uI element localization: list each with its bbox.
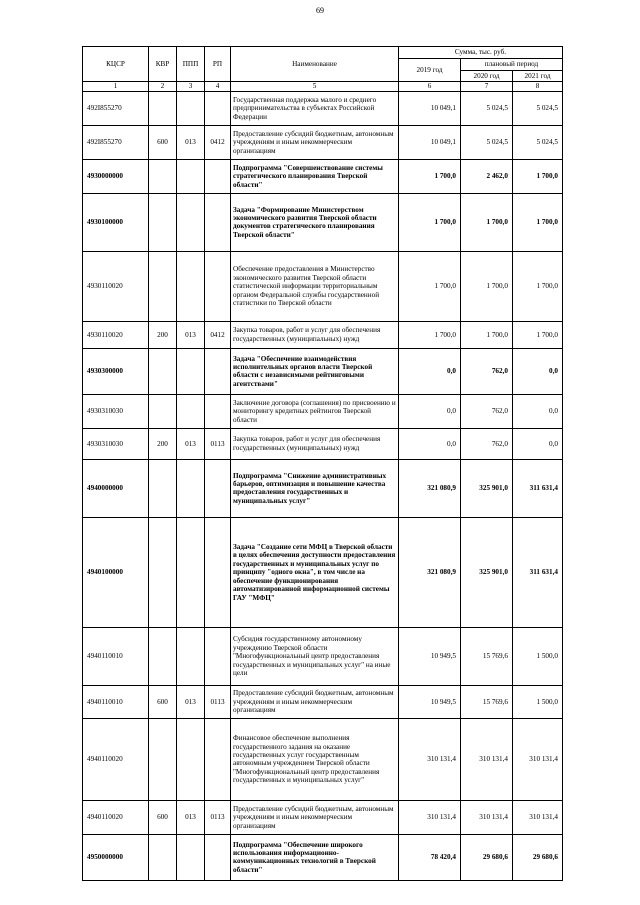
cell-2021: 0,0 [513, 428, 563, 459]
cell-name: Задача "Обеспечение взаимодействия исполнительных органов власти Тверской области с независимыми рейтинговыми агентствами" [231, 348, 399, 394]
cell-kcsr: 4930310030 [83, 428, 149, 459]
cell-2021: 1 700,0 [513, 251, 563, 321]
cell-2020: 325 901,0 [461, 517, 513, 627]
cell-name: Закупка товаров, работ и услуг для обеспечения государственных (муниципальных) нужд [231, 428, 399, 459]
cell-rp [205, 459, 231, 517]
cell-kvr [149, 394, 177, 428]
cell-2021: 5 024,5 [513, 125, 563, 159]
cell-kvr [149, 159, 177, 193]
cell-rp [205, 348, 231, 394]
cell-2020: 1 700,0 [461, 321, 513, 348]
cell-kcsr: 492I855270 [83, 125, 149, 159]
cell-kcsr: 4940110020 [83, 718, 149, 800]
cell-2021: 311 631,4 [513, 459, 563, 517]
cell-2021: 311 631,4 [513, 517, 563, 627]
table-row [83, 321, 563, 348]
table-row [83, 428, 563, 459]
cell-kcsr: 4940110020 [83, 800, 149, 834]
table-row [83, 125, 563, 159]
cell-kcsr: 4940110010 [83, 627, 149, 685]
cell-kvr [149, 627, 177, 685]
cell-2020: 325 901,0 [461, 459, 513, 517]
cell-2020: 15 769,6 [461, 627, 513, 685]
cell-name: Задача "Создание сети МФЦ в Тверской области в целях обеспечения доступности предоставления государственных и муниципальных услуг по принципу "одного окна", в том числе на обеспечение функционирования автоматизированной информационной системы ГАУ "МФЦ" [231, 517, 399, 627]
cell-2020: 762,0 [461, 348, 513, 394]
page-number: 69 [316, 6, 324, 15]
cell-2021: 310 131,4 [513, 800, 563, 834]
cell-2019: 1 700,0 [399, 251, 461, 321]
cell-2019: 310 131,4 [399, 718, 461, 800]
cell-rp: 0113 [205, 428, 231, 459]
cell-2021: 5 024,5 [513, 91, 563, 125]
cell-kvr [149, 348, 177, 394]
cell-2020: 1 700,0 [461, 193, 513, 251]
cell-ppp: 013 [177, 685, 205, 718]
cell-2019: 78 420,4 [399, 834, 461, 880]
cell-2019: 1 700,0 [399, 193, 461, 251]
cell-kcsr: 492I855270 [83, 91, 149, 125]
cell-kvr [149, 251, 177, 321]
cell-rp: 0113 [205, 800, 231, 834]
header-name: Наименование [231, 47, 399, 82]
cell-kcsr: 4930310030 [83, 394, 149, 428]
cell-2020: 2 462,0 [461, 159, 513, 193]
cell-2021: 1 700,0 [513, 159, 563, 193]
cell-2021: 310 131,4 [513, 718, 563, 800]
column-index: 2 [149, 82, 177, 91]
cell-name: Предоставление субсидий бюджетным, автономным учреждениям и иным некоммерческим организациям [231, 800, 399, 834]
cell-ppp [177, 394, 205, 428]
header-2021: 2021 год [513, 71, 563, 82]
cell-ppp: 013 [177, 125, 205, 159]
cell-2019: 321 080,9 [399, 459, 461, 517]
cell-rp [205, 159, 231, 193]
cell-2019: 1 700,0 [399, 321, 461, 348]
table-row [83, 91, 563, 125]
cell-2020: 15 769,6 [461, 685, 513, 718]
table-header [83, 47, 563, 92]
cell-kcsr: 4930000000 [83, 159, 149, 193]
cell-kvr [149, 193, 177, 251]
cell-kvr: 200 [149, 428, 177, 459]
column-index-row [83, 82, 563, 91]
cell-2019: 0,0 [399, 394, 461, 428]
table-body [83, 91, 563, 880]
cell-kcsr: 4940000000 [83, 459, 149, 517]
cell-name: Обеспечение предоставления в Министерство экономического развития Тверской области статистической информации территориальным органом Федеральной службы государственной статистики по Тверской области [231, 251, 399, 321]
cell-ppp [177, 251, 205, 321]
cell-rp: 0412 [205, 125, 231, 159]
cell-2021: 1 700,0 [513, 321, 563, 348]
table-row [83, 517, 563, 627]
cell-kvr [149, 517, 177, 627]
cell-kvr [149, 718, 177, 800]
cell-2020: 310 131,4 [461, 718, 513, 800]
cell-ppp [177, 348, 205, 394]
cell-2021: 29 680,6 [513, 834, 563, 880]
cell-ppp [177, 91, 205, 125]
table-row [83, 718, 563, 800]
cell-2020: 29 680,6 [461, 834, 513, 880]
column-index: 1 [83, 82, 149, 91]
cell-2021: 1 500,0 [513, 627, 563, 685]
cell-rp [205, 627, 231, 685]
column-index: 7 [461, 82, 513, 91]
cell-ppp: 013 [177, 321, 205, 348]
cell-name: Предоставление субсидий бюджетным, автономным учреждениям и иным некоммерческим организациям [231, 685, 399, 718]
cell-ppp: 013 [177, 800, 205, 834]
cell-2020: 310 131,4 [461, 800, 513, 834]
column-index: 4 [205, 82, 231, 91]
cell-2020: 1 700,0 [461, 251, 513, 321]
header-kvr: КВР [149, 47, 177, 82]
cell-2019: 10 049,1 [399, 125, 461, 159]
cell-2020: 762,0 [461, 428, 513, 459]
cell-2019: 321 080,9 [399, 517, 461, 627]
cell-rp: 0113 [205, 685, 231, 718]
cell-rp [205, 394, 231, 428]
cell-rp [205, 91, 231, 125]
cell-name: Подпрограмма "Обеспечение широкого использования информационно-коммуникационных технологий в Тверской области" [231, 834, 399, 880]
cell-2021: 1 500,0 [513, 685, 563, 718]
cell-rp [205, 251, 231, 321]
column-index: 5 [231, 82, 399, 91]
header-sum: Сумма, тыс. руб. [399, 47, 563, 59]
cell-kvr [149, 91, 177, 125]
budget-table [82, 46, 563, 881]
cell-rp: 0412 [205, 321, 231, 348]
cell-name: Закупка товаров, работ и услуг для обеспечения государственных (муниципальных) нужд [231, 321, 399, 348]
column-index: 6 [399, 82, 461, 91]
cell-ppp [177, 193, 205, 251]
cell-ppp [177, 159, 205, 193]
column-index: 8 [513, 82, 563, 91]
table-row [83, 251, 563, 321]
cell-kvr: 600 [149, 685, 177, 718]
cell-ppp [177, 627, 205, 685]
cell-rp [205, 718, 231, 800]
table-row [83, 348, 563, 394]
column-index: 3 [177, 82, 205, 91]
cell-kcsr: 4930300000 [83, 348, 149, 394]
cell-2020: 762,0 [461, 394, 513, 428]
cell-2021: 0,0 [513, 348, 563, 394]
cell-name: Предоставление субсидий бюджетным, автономным учреждениям и иным некоммерческим организациям [231, 125, 399, 159]
header-2020: 2020 год [461, 71, 513, 82]
table-row [83, 800, 563, 834]
cell-kcsr: 4950000000 [83, 834, 149, 880]
header-planned-period: плановый период [461, 59, 563, 71]
table-row [83, 459, 563, 517]
cell-2020: 5 024,5 [461, 91, 513, 125]
cell-2019: 310 131,4 [399, 800, 461, 834]
cell-2019: 1 700,0 [399, 159, 461, 193]
cell-name: Государственная поддержка малого и среднего предпринимательства в субъектах Российской Федерации [231, 91, 399, 125]
cell-ppp [177, 718, 205, 800]
table-row [83, 685, 563, 718]
cell-ppp [177, 834, 205, 880]
header-ppp: ППП [177, 47, 205, 82]
cell-name: Заключение договора (соглашения) по присвоению и мониторингу кредитных рейтингов Тверской области [231, 394, 399, 428]
cell-2019: 0,0 [399, 428, 461, 459]
cell-2019: 0,0 [399, 348, 461, 394]
cell-kvr [149, 834, 177, 880]
cell-2019: 10 949,5 [399, 627, 461, 685]
table-row [83, 394, 563, 428]
cell-kvr: 200 [149, 321, 177, 348]
table-row [83, 627, 563, 685]
table-row [83, 834, 563, 880]
cell-rp [205, 834, 231, 880]
header-2019: 2019 год [399, 59, 461, 82]
header-rp: РП [205, 47, 231, 82]
cell-kvr: 600 [149, 125, 177, 159]
cell-2019: 10 049,1 [399, 91, 461, 125]
cell-name: Финансовое обеспечение выполнения государственного задания на оказание государственных услуг государственным автономным учреждением Тверской области "Многофункциональный центр предоставления государственных и муниципальных услуг" [231, 718, 399, 800]
cell-rp [205, 517, 231, 627]
cell-kvr [149, 459, 177, 517]
cell-name: Субсидия государственному автономному учреждению Тверской области "Многофункциональный центр предоставления государственных и муниципальных услуг" на иные цели [231, 627, 399, 685]
cell-rp [205, 193, 231, 251]
cell-ppp [177, 517, 205, 627]
cell-kcsr: 4930110020 [83, 251, 149, 321]
cell-kcsr: 4940100000 [83, 517, 149, 627]
cell-2021: 0,0 [513, 394, 563, 428]
cell-kcsr: 4930100000 [83, 193, 149, 251]
cell-kcsr: 4940110010 [83, 685, 149, 718]
header-kcsr: КЦСР [83, 47, 149, 82]
table-row [83, 193, 563, 251]
cell-ppp [177, 459, 205, 517]
cell-name: Подпрограмма "Снижение административных барьеров, оптимизация и повышение качества предоставления государственных и муниципальных услуг" [231, 459, 399, 517]
cell-name: Задача "Формирование Министерством экономического развития Тверской области документов стратегического планирования Тверской области" [231, 193, 399, 251]
cell-kcsr: 4930110020 [83, 321, 149, 348]
cell-2019: 10 949,5 [399, 685, 461, 718]
cell-2021: 1 700,0 [513, 193, 563, 251]
table-row [83, 159, 563, 193]
cell-ppp: 013 [177, 428, 205, 459]
cell-2020: 5 024,5 [461, 125, 513, 159]
cell-kvr: 600 [149, 800, 177, 834]
cell-name: Подпрограмма "Совершенствование системы стратегического планирования Тверской области" [231, 159, 399, 193]
